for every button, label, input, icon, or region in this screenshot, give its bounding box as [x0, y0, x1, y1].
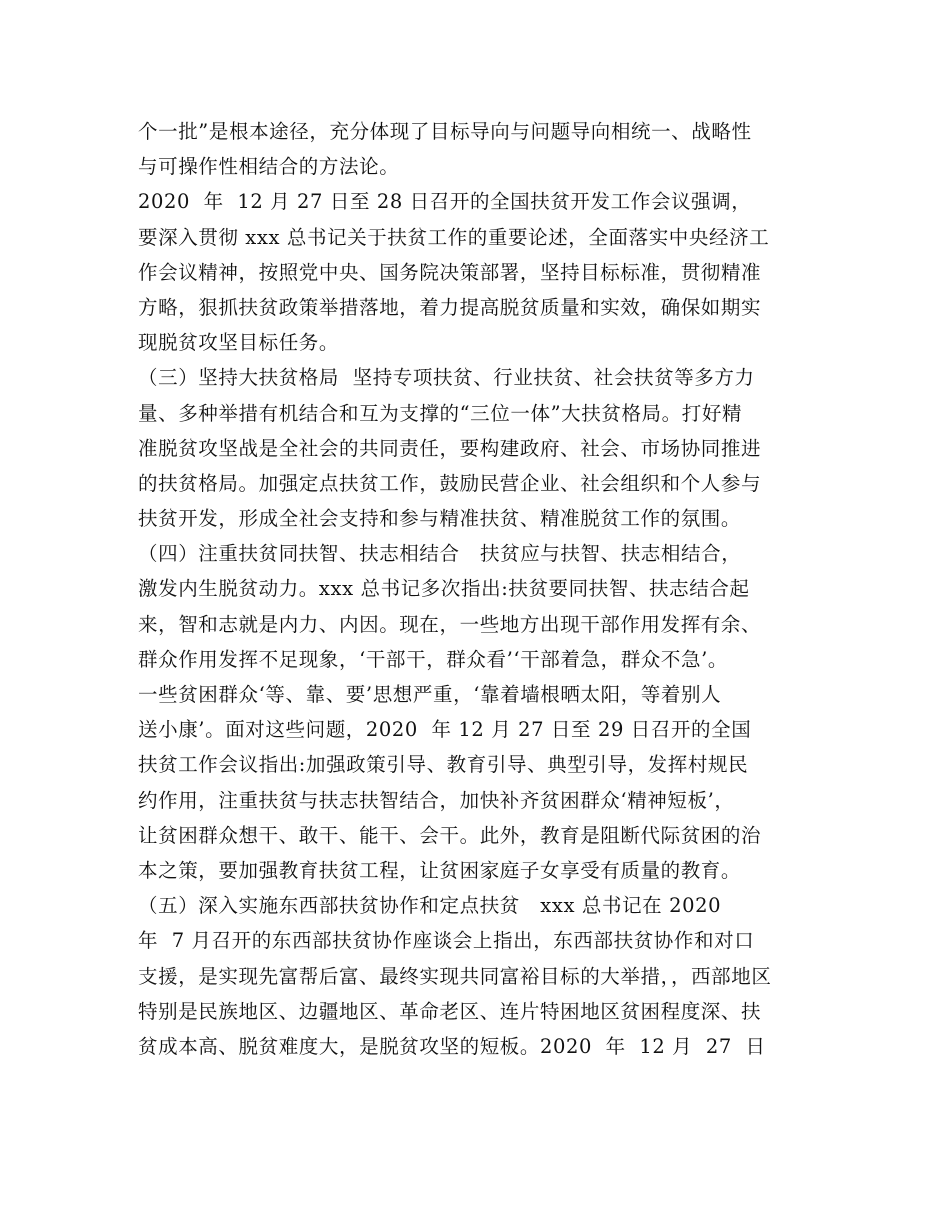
- text-line: 特别是民族地区、边疆地区、革命老区、连片特困地区贫困程度深、扶: [138, 999, 762, 1023]
- text-line: 年 7 月召开的东西部扶贫协作座谈会上指出，东西部扶贫协作和对口: [138, 929, 755, 953]
- text-line: 一些贫困群众‘等、靠、要’思想严重，‘靠着墙根晒太阳，等着别人: [138, 683, 722, 706]
- text-line: 贫成本高、脱贫难度大，是脱贫攻坚的短板。2020 年 12 月 27 日: [138, 1034, 766, 1058]
- text-line: （三）坚持大扶贫格局 坚持专项扶贫、行业扶贫、社会扶贫等多方力: [138, 366, 755, 390]
- text-line: 准脱贫攻坚战是全社会的共同责任，要构建政府、社会、市场协同推进: [138, 436, 762, 460]
- text-line: （五）深入实施东西部扶贫协作和定点扶贫 xxx 总书记在 2020: [138, 894, 722, 918]
- text-line: 量、多种举措有机结合和互为支撑的“三位一体”大扶贫格局。打好精: [138, 401, 743, 425]
- text-line: 群众作用发挥不足现象，‘干部干，群众看’‘干部着急，群众不急’。: [138, 647, 728, 671]
- text-line: 扶贫工作会议指出:加强政策引导、教育引导、典型引导，发挥村规民: [138, 753, 749, 777]
- text-line: （四）注重扶贫同扶智、扶志相结合 扶贫应与扶智、扶志相结合，: [138, 542, 742, 566]
- text-line: 本之策，要加强教育扶贫工程，让贫困家庭子女享受有质量的教育。: [138, 858, 742, 882]
- text-line: 方略，狠抓扶贫政策举措落地，着力提高脱贫质量和实效，确保如期实: [138, 295, 762, 319]
- text-line: 要深入贯彻 xxx 总书记关于扶贫工作的重要论述，全面落实中央经济工: [138, 225, 770, 249]
- text-line: 送小康’。面对这些问题，2020 年 12 月 27 日至 29 日召开的全国: [138, 718, 752, 742]
- text-line: 现脱贫攻坚目标任务。: [138, 331, 340, 355]
- text-line: 激发内生脱贫动力。xxx 总书记多次指出:扶贫要同扶智、扶志结合起: [138, 577, 750, 601]
- text-line: 约作用，注重扶贫与扶志扶智结合，加快补齐贫困群众‘精神短板’，: [138, 788, 735, 812]
- text-line: 支援，是实现先富帮后富、最终实现共同富裕目标的大举措，，西部地区: [138, 964, 772, 988]
- text-line: 的扶贫格局。加强定点扶贫工作，鼓励民营企业、社会组织和个人参与: [138, 471, 762, 495]
- text-line: 2020 年 12 月 27 日至 28 日召开的全国扶贫开发工作会议强调，: [138, 190, 752, 214]
- text-line: 让贫困群众想干、敢干、能干、会干。此外，教育是阻断代际贫困的治: [138, 823, 762, 847]
- text-line: 与可操作性相结合的方法论。: [138, 155, 400, 179]
- text-line: 来，智和志就是内力、内因。现在，一些地方出现干部作用发挥有余、: [138, 612, 762, 636]
- document-body: [138, 114, 838, 1064]
- text-line: 作会议精神，按照党中央、国务院决策部署，坚持目标标准，贯彻精准: [138, 260, 762, 284]
- text-line: 个一批”是根本途径，充分体现了目标导向与问题导向相统一、战略性: [138, 120, 752, 143]
- text-line: 扶贫开发，形成全社会支持和参与精准扶贫、精准脱贫工作的氛围。: [138, 507, 742, 531]
